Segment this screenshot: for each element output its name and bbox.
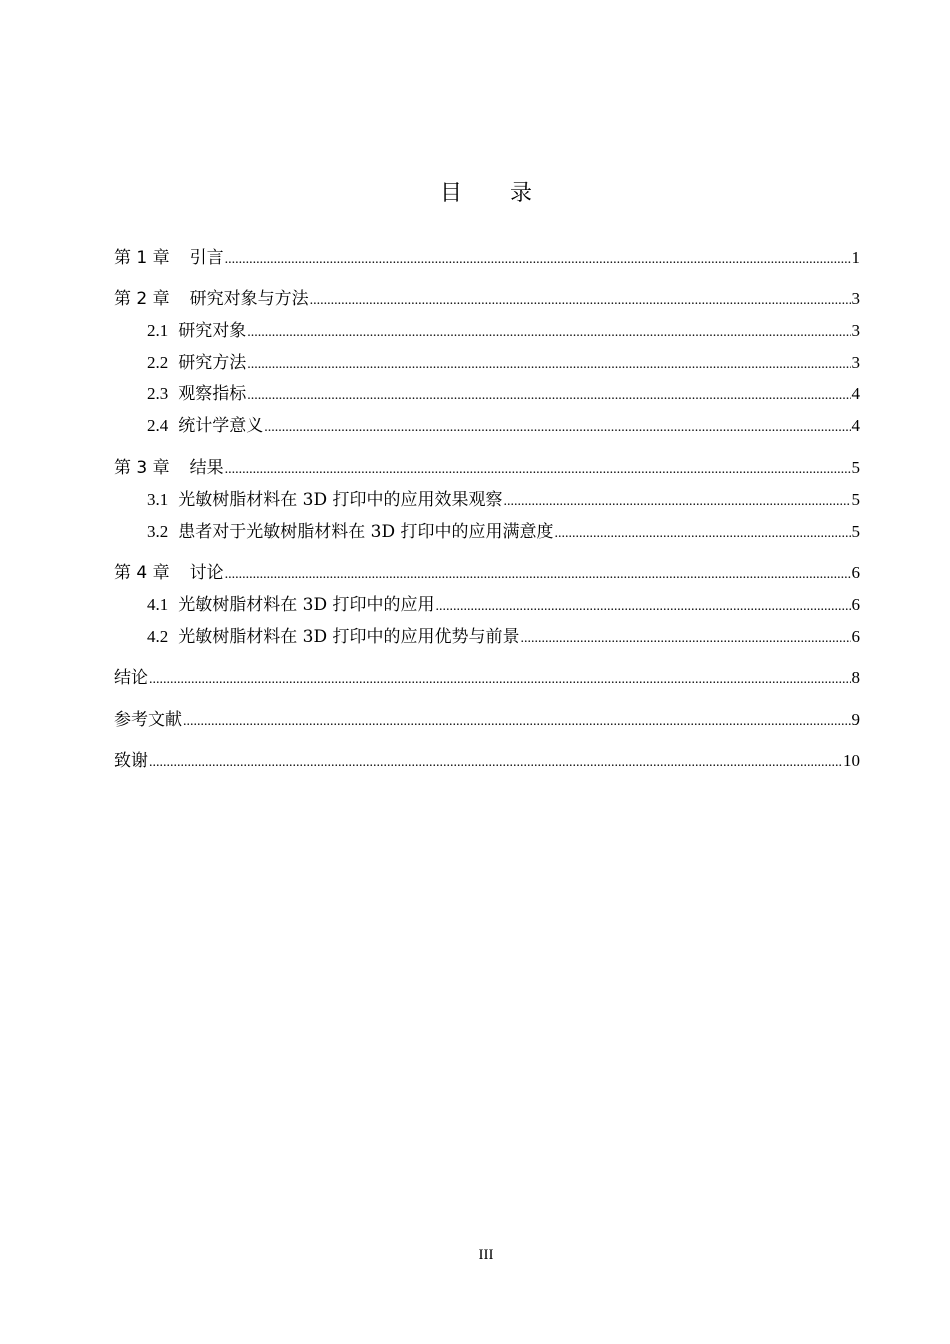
toc-entry-label: 统计学意义: [178, 416, 264, 436]
toc-entry-number: 2.2: [147, 353, 169, 372]
toc-entry-label: 患者对于光敏树脂材料在 3D 打印中的应用满意度: [178, 522, 554, 542]
dot-leader: [247, 353, 850, 377]
toc-entry-page: 10: [843, 751, 860, 770]
dot-leader: [225, 248, 851, 272]
toc-chapter-2[interactable]: [114, 287, 860, 311]
toc-entry-label: 研究对象与方法: [189, 289, 309, 309]
toc-entry-page: 3: [851, 289, 860, 308]
title-char-2: 录: [510, 181, 533, 206]
toc-entry-page: 4: [851, 384, 860, 403]
toc-entry-number: 2.3: [147, 384, 169, 403]
toc-entry-page: 4: [851, 416, 860, 435]
toc-entry-page: 9: [851, 710, 860, 729]
toc-section-2-3[interactable]: [147, 382, 860, 406]
toc-acknowledgements[interactable]: [114, 749, 860, 773]
toc-entry-page: 6: [851, 595, 860, 614]
dot-leader: [504, 490, 851, 514]
toc-entry-page: 5: [851, 490, 860, 509]
toc-references[interactable]: [114, 708, 860, 732]
dot-leader: [310, 289, 851, 313]
toc-entry-page: 3: [851, 353, 860, 372]
toc-section-4-1[interactable]: [147, 593, 860, 617]
dot-leader: [183, 710, 851, 734]
toc-entry-label: 结论: [114, 668, 148, 688]
toc-section-2-1[interactable]: [147, 319, 860, 343]
dot-leader: [225, 458, 851, 482]
toc-entry-number: 第 3 章: [114, 458, 170, 478]
toc-entry-page: 6: [851, 627, 860, 646]
toc-entry-number: 2.1: [147, 321, 169, 340]
toc-entry-label: 致谢: [114, 751, 148, 771]
toc-entry-number: 第 1 章: [114, 248, 170, 268]
toc-entry-page: 3: [851, 321, 860, 340]
dot-leader: [555, 522, 851, 546]
toc-entry-page: 5: [851, 458, 860, 477]
dot-leader: [264, 416, 850, 440]
dot-leader: [149, 751, 842, 775]
dot-leader: [521, 627, 851, 651]
dot-leader: [149, 668, 851, 692]
toc-entry-page: 1: [851, 248, 860, 267]
toc-chapter-1[interactable]: [114, 246, 860, 270]
toc-entry-number: 3.1: [147, 490, 169, 509]
toc-entry-number: 第 2 章: [114, 289, 170, 309]
dot-leader: [247, 384, 850, 408]
toc-section-3-2[interactable]: [147, 520, 860, 544]
toc-section-2-4[interactable]: [147, 414, 860, 438]
toc-entry-number: 4.2: [147, 627, 169, 646]
page-title: [0, 178, 950, 210]
toc-entry-label: 参考文献: [114, 710, 182, 730]
toc-chapter-3[interactable]: [114, 456, 860, 480]
toc-entry-label: 结果: [189, 458, 224, 478]
toc-entry-label: 光敏树脂材料在 3D 打印中的应用: [178, 595, 435, 615]
title-char-1: 目: [439, 181, 462, 206]
toc-entry-label: 研究对象: [178, 321, 247, 341]
toc-entry-page: 5: [851, 522, 860, 541]
toc-entry-label: 研究方法: [178, 353, 247, 373]
toc-entry-label: 讨论: [189, 563, 224, 583]
toc-entry-number: 4.1: [147, 595, 169, 614]
toc-entry-page: 6: [851, 563, 860, 582]
toc-conclusion[interactable]: [114, 666, 860, 690]
toc-entry-number: 2.4: [147, 416, 169, 435]
toc-section-4-2[interactable]: [147, 625, 860, 649]
toc-entry-number: 第 4 章: [114, 563, 170, 583]
toc-section-2-2[interactable]: [147, 351, 860, 375]
toc-entry-page: 8: [851, 668, 860, 687]
dot-leader: [436, 595, 851, 619]
toc-entry-label: 观察指标: [178, 384, 247, 404]
toc-entry-label: 光敏树脂材料在 3D 打印中的应用效果观察: [178, 490, 503, 510]
toc-entry-number: 3.2: [147, 522, 169, 541]
dot-leader: [247, 321, 850, 345]
page-number-footer: III: [478, 1247, 494, 1263]
toc-entry-label: 引言: [189, 248, 224, 268]
toc-entry-label: 光敏树脂材料在 3D 打印中的应用优势与前景: [178, 627, 520, 647]
toc-section-3-1[interactable]: [147, 488, 860, 512]
dot-leader: [225, 563, 851, 587]
toc-chapter-4[interactable]: [114, 561, 860, 585]
